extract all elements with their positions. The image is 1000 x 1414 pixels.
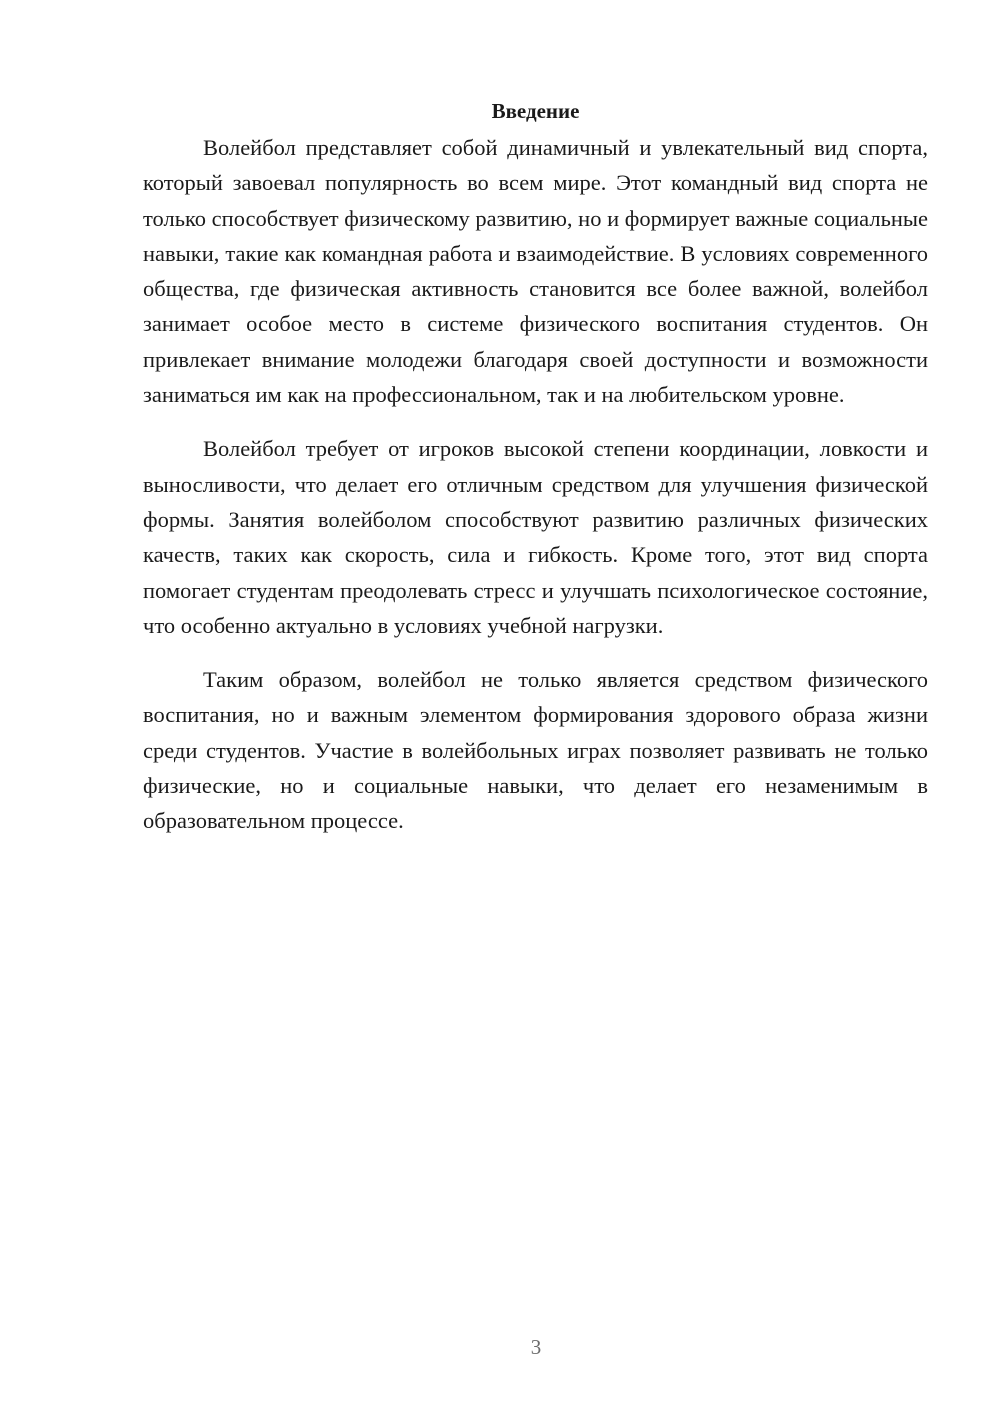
paragraph-1: Волейбол представляет собой динамичный и увлекательный вид спорта, который завоевал популярность во всем мире. Этот командный вид спорта не только способствует физическому развитию, но и формирует важные социальные навыки, такие как командная работа и взаимодействие. В условиях современного общества, где физическая активность становится все более важной, волейбол занимает особое место в системе физического воспитания студентов. Он привлекает внимание молодежи благодаря своей доступности и возможности заниматься им как на профессиональном, так и на любительском уровне.	[143, 135, 928, 408]
section-title: Введение	[491, 99, 580, 123]
page-content	[143, 96, 928, 858]
page-number: 3	[530, 1335, 542, 1359]
paragraph-3: Таким образом, волейбол не только является средством физического воспитания, но и важным элементом формирования здорового образа жизни среди студентов. Участие в волейбольных играх позволяет развивать не только физические, но и социальные навыки, что делает его незаменимым в образовательном процессе.	[143, 667, 928, 834]
paragraph-2: Волейбол требует от игроков высокой степени координации, ловкости и выносливости, что делает его отличным средством для улучшения физической формы. Занятия волейболом способствуют развитию различных физических качеств, таких как скорость, сила и гибкость. Кроме того, этот вид спорта помогает студентам преодолевать стресс и улучшать психологическое состояние, что особенно актуально в условиях учебной нагрузки.	[143, 436, 928, 638]
